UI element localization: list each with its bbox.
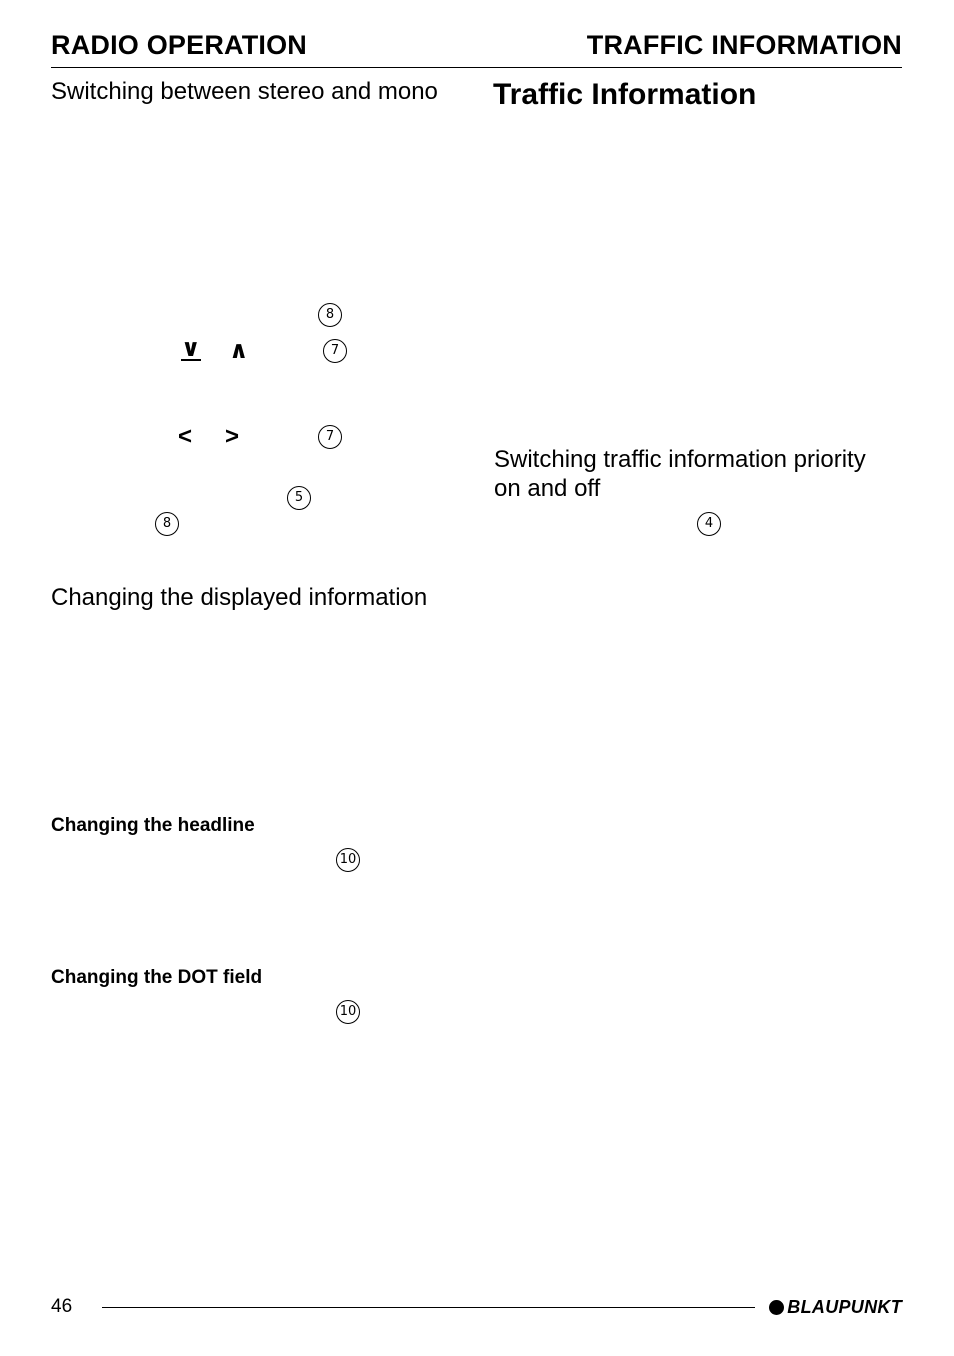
control-number-badge: 5: [287, 486, 311, 510]
control-number-badge: 7: [323, 339, 347, 363]
control-number-badge: 4: [697, 512, 721, 536]
heading-changing-displayed-information: Changing the displayed information: [51, 584, 428, 611]
heading-changing-dot-field: Changing the DOT field: [51, 967, 263, 988]
control-number-badge: 8: [155, 512, 179, 536]
page-number: 46: [51, 1296, 73, 1317]
brand-dot-icon: [769, 1300, 784, 1315]
heading-traffic-information: Traffic Information: [493, 78, 757, 111]
brand-name: BLAUPUNKT: [787, 1297, 902, 1317]
right-arrow-icon: >: [225, 423, 240, 450]
control-number-badge: 10: [336, 848, 360, 872]
tune-up-arrow-icon: ∧: [229, 337, 249, 364]
heading-traffic-priority: Switching traffic information priority on and off: [494, 446, 866, 502]
tune-down-arrow-icon: ∨: [181, 335, 201, 362]
control-number-badge: 7: [318, 425, 342, 449]
header-divider: [51, 67, 902, 68]
control-number-badge: 10: [336, 1000, 360, 1024]
header-traffic-information: TRAFFIC INFORMATION: [586, 30, 902, 60]
header-radio-operation: RADIO OPERATION: [51, 30, 308, 60]
heading-stereo-mono: Switching between stereo and mono: [51, 78, 438, 105]
left-arrow-icon: <: [178, 423, 193, 450]
footer-divider: [102, 1307, 755, 1308]
control-number-badge: 8: [318, 303, 342, 327]
brand-logo: [769, 1297, 902, 1318]
heading-changing-headline: Changing the headline: [51, 815, 255, 836]
